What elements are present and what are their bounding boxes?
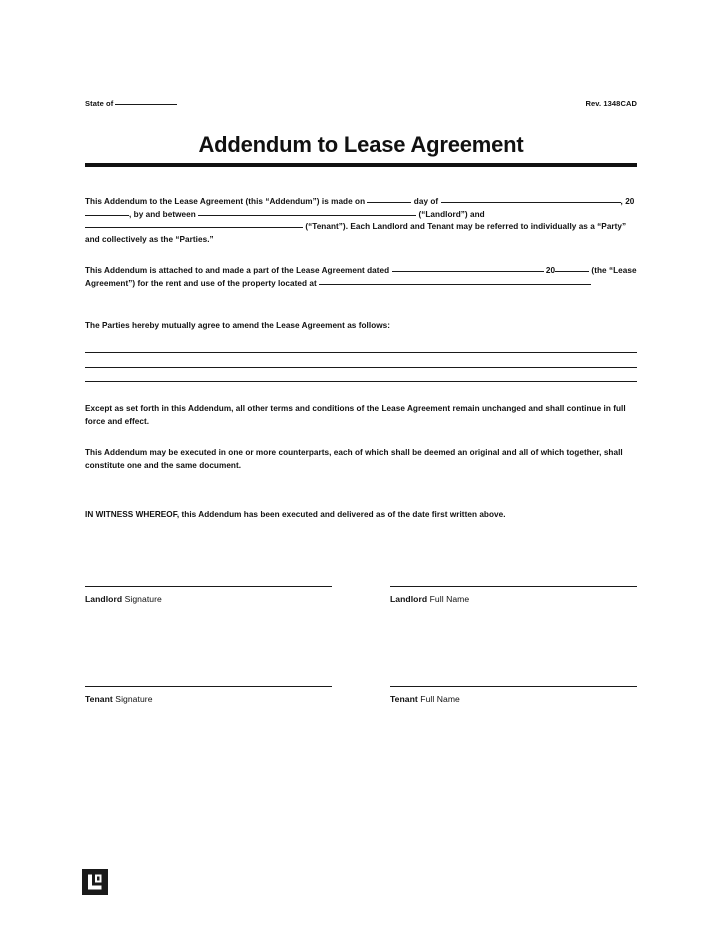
intro-text-d: , by and between [129, 209, 196, 219]
signature-block-tenant [85, 686, 637, 705]
intro-text-b: day of [413, 197, 439, 206]
landlord-signature-label-who: Landlord [85, 594, 123, 604]
property-address-blank[interactable] [319, 284, 591, 285]
document-header [85, 99, 637, 113]
paragraph-in-witness-whereof: IN WITNESS WHEREOF, this Addendum has been executed and delivered as of the date first written above. [85, 510, 506, 519]
month-blank[interactable] [441, 202, 621, 203]
intro-text-a: This Addendum to the Lease Agreement (this “Addendum”) is made on [85, 197, 366, 206]
signature-block-landlord [85, 586, 637, 605]
state-of-blank[interactable] [115, 104, 177, 105]
landlord-full-name-field [390, 586, 637, 605]
revision-code: Rev. 1348CAD [585, 99, 637, 108]
tenant-signature-label [85, 694, 332, 705]
state-of-field [85, 99, 177, 108]
year-blank[interactable] [85, 215, 129, 216]
paragraph-except-as-set-forth: Except as set forth in this Addendum, all other terms and conditions of the Lease Agreement remain unchanged and shall continue in full force and effect. [85, 404, 626, 426]
tenant-signature-label-who: Tenant [85, 694, 113, 704]
tenant-signature-line[interactable] [85, 686, 332, 687]
intro-text-f: (“Tenant”). Each Landlord and Tenant may be referred to individually as a “Party” and collectively as the “Parties.” [85, 222, 627, 244]
amendment-line-2[interactable] [85, 367, 637, 368]
paragraph-agree-to-amend: The Parties hereby mutually agree to amend the Lease Agreement as follows: [85, 321, 391, 330]
landlord-full-name-line[interactable] [390, 586, 637, 587]
attached-text-c: (the “Lease Agreement”) for the rent and use of the property located at [85, 266, 637, 288]
document-sheet [85, 0, 637, 931]
intro-text-e: (“Landlord”) and [418, 209, 485, 219]
landlord-signature-label-what: Signature [122, 594, 162, 604]
tenant-name-blank[interactable] [85, 227, 303, 228]
landlord-signature-line[interactable] [85, 586, 332, 587]
amendment-line-3[interactable] [85, 381, 637, 382]
tenant-full-name-line[interactable] [390, 686, 637, 687]
tenant-full-name-label-what: Full Name [417, 694, 460, 704]
amendment-line-1[interactable] [85, 352, 637, 353]
landlord-signature-field [85, 586, 332, 605]
landlord-full-name-label [390, 594, 637, 605]
lease-year-blank[interactable] [555, 271, 589, 272]
tenant-full-name-label [390, 694, 637, 705]
legal-templates-logo-icon [82, 869, 108, 895]
tenant-full-name-field [390, 686, 637, 705]
tenant-signature-label-what: Signature [112, 694, 153, 704]
paragraph-introduction: This Addendum to the Lease Agreement (this “Addendum”) is made on day of , 20, by and between (“Landlord”) and (“Tenant”). Each Landlord and Tenant may be referred to individually as a “Party” and collectively as the “Parties.” [85, 197, 635, 244]
landlord-full-name-label-who: Landlord [390, 594, 428, 604]
page-title: Addendum to Lease Agreement [198, 132, 524, 157]
attached-text-b: 20 [545, 266, 556, 275]
paragraph-counterparts: This Addendum may be executed in one or more counterparts, each of which shall be deemed an original and all of which together, shall constitute one and the same document. [85, 448, 623, 470]
day-blank[interactable] [367, 202, 411, 203]
landlord-signature-label [85, 594, 332, 605]
tenant-signature-field [85, 686, 332, 705]
intro-text-c: 20 [625, 197, 635, 206]
attached-text-a: This Addendum is attached to and made a part of the Lease Agreement dated [85, 266, 390, 275]
title-divider [85, 163, 637, 167]
lease-date-blank[interactable] [392, 271, 544, 272]
amendment-write-in-area [85, 352, 637, 396]
tenant-full-name-label-who: Tenant [390, 694, 418, 704]
landlord-name-blank[interactable] [198, 215, 416, 216]
state-of-label: State of [85, 99, 114, 108]
paragraph-attached [85, 265, 637, 290]
landlord-full-name-label-what: Full Name [427, 594, 470, 604]
